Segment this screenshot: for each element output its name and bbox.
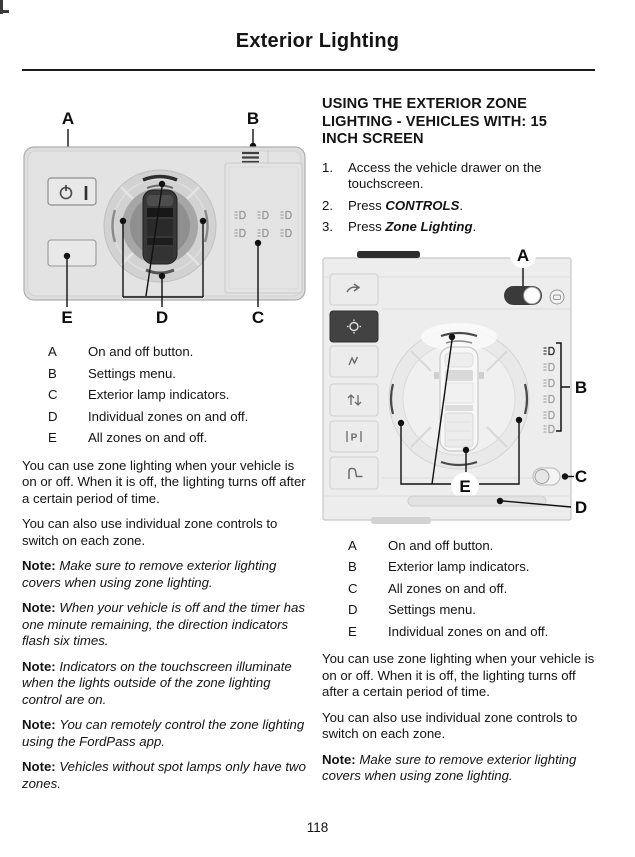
note-label: Note: (22, 658, 56, 674)
note (22, 759, 308, 792)
figure-zone-lighting-panel (22, 100, 308, 335)
note-text: You can remotely control the zone lighting using the FordPass app. (22, 717, 305, 749)
step-text-part: Access the vehicle drawer on the touchscreen. (348, 159, 542, 191)
key-letter: B (48, 365, 57, 381)
step-text-part: . (459, 197, 464, 213)
section-heading (322, 96, 603, 149)
note-label: Note: (22, 717, 56, 732)
step-text (348, 160, 603, 193)
callout-c-label: C (251, 308, 265, 327)
key-item (22, 344, 308, 361)
note-text: When your vehicle is off and the timer has one minute remaining, the direction indicators flash six times. (22, 600, 305, 648)
key-item (22, 387, 308, 404)
key-item (322, 624, 603, 641)
key-item (322, 559, 603, 576)
paragraph: You can also use individual zone controls to switch on each zone. (322, 709, 578, 741)
callout-c-dot (562, 473, 568, 479)
power-button (48, 178, 96, 205)
step-number: 3. (322, 219, 333, 234)
step-text (348, 219, 603, 236)
note (22, 600, 308, 650)
key-text: Settings menu. (88, 365, 176, 381)
all-zones-toggle (533, 468, 560, 485)
key-text: All zones on and off. (388, 580, 508, 596)
left-column (22, 100, 308, 801)
zone-dial (104, 170, 216, 282)
screen-top-notch (357, 251, 420, 258)
callout-b-label: B (246, 109, 260, 128)
key-item (22, 366, 308, 383)
callout-b-label: B (574, 377, 588, 397)
steps-list (322, 160, 603, 236)
step-item (322, 219, 603, 236)
key-letter: D (48, 408, 58, 424)
page-title: Exterior Lighting (235, 30, 400, 52)
step-item (322, 160, 603, 193)
note-text: Indicators on the touchscreen illuminate when the lights outside of the zone lighting control are on. (22, 658, 292, 707)
key-letter: E (48, 430, 57, 445)
onoff-toggle (504, 286, 542, 305)
callout-c-dot (255, 240, 261, 246)
sidebar-button-zone-lighting (330, 311, 378, 342)
callout-d-dot (497, 497, 503, 503)
step-number: 1. (322, 159, 333, 175)
scan-artifact (0, 0, 3, 14)
sidebar-button-seats (330, 457, 378, 489)
page-number: 118 (306, 820, 329, 835)
note-label: Note: (22, 558, 56, 573)
callout-a-label: A (516, 245, 530, 265)
paragraph: You can use zone lighting when your vehicle is on or off. When it is off, the lighting turns off after a certain period of time. (22, 457, 306, 506)
note (322, 752, 603, 785)
note-text: Vehicles without spot lamps only have two zones. (22, 759, 306, 791)
vehicle-top-view (434, 347, 484, 451)
key-letter: B (348, 559, 357, 574)
step-number: 2. (322, 197, 333, 213)
note (22, 659, 308, 709)
key-letter: C (348, 580, 358, 596)
svg-text:P: P (350, 432, 358, 443)
key-text: All zones on and off. (88, 430, 208, 445)
callout-e-dot (64, 253, 70, 259)
lamp-indicators-panel (225, 163, 302, 293)
callout-d-label: D (155, 308, 169, 327)
right-column (322, 96, 603, 794)
sidebar-button-vehicle (330, 274, 378, 305)
key-letter: D (348, 602, 358, 617)
note-label: Note: (22, 600, 56, 615)
key-item (322, 581, 603, 598)
all-zones-button (48, 240, 96, 266)
step-emphasis: CONTROLS (385, 197, 460, 213)
key-text: Exterior lamp indicators. (88, 387, 230, 402)
note (22, 558, 308, 591)
right-key-list (322, 538, 603, 641)
left-key-list (22, 344, 308, 447)
screen-bottom-notch (371, 517, 431, 524)
settings-menu-bar (408, 496, 546, 506)
key-item (322, 602, 603, 619)
key-text: Exterior lamp indicators. (388, 559, 530, 574)
title-divider (22, 69, 595, 71)
heading-line: INCH SCREEN (322, 131, 424, 147)
key-letter: C (48, 387, 58, 402)
key-letter: A (348, 537, 357, 553)
key-text: Settings menu. (388, 602, 476, 617)
step-item (322, 198, 603, 215)
step-text-part: Press (348, 219, 386, 234)
callout-a-label: A (61, 109, 75, 128)
sidebar-button-suspension (330, 384, 378, 416)
note-text: Make sure to remove exterior lighting covers when using zone lighting. (22, 558, 277, 590)
callout-e-label: E (61, 308, 73, 327)
step-text-part: . (472, 219, 477, 234)
figure-touchscreen-zone-lighting (322, 241, 603, 526)
note-text: Make sure to remove exterior lighting covers when using zone lighting. (322, 751, 577, 783)
callout-e-label: E (459, 476, 471, 496)
key-text: Individual zones on and off. (388, 623, 549, 639)
key-letter: E (348, 623, 357, 639)
heading-line: USING THE EXTERIOR ZONE (322, 96, 528, 112)
key-letter: A (48, 344, 57, 359)
key-item (22, 430, 308, 447)
note (22, 717, 308, 750)
key-text: On and off button. (88, 344, 194, 359)
note-label: Note: (22, 759, 56, 774)
step-text (348, 198, 603, 215)
key-item (322, 538, 603, 555)
step-text-part: Press (348, 197, 386, 213)
step-emphasis: Zone Lighting (385, 219, 473, 234)
auto-icon (550, 290, 564, 304)
key-text: On and off button. (388, 537, 494, 553)
paragraph: You can also use individual zone controls to switch on each zone. (22, 516, 278, 548)
key-item (22, 409, 308, 426)
note-label: Note: (322, 751, 356, 767)
key-text: Individual zones on and off. (88, 408, 249, 424)
paragraph: You can use zone lighting when your vehicle is on or off. When it is off, the lighting turns off after a certain period of time. (322, 651, 595, 699)
callout-c-label: C (574, 466, 588, 486)
heading-line: LIGHTING - VEHICLES WITH: 15 (322, 113, 547, 130)
callout-d-label: D (574, 497, 588, 517)
